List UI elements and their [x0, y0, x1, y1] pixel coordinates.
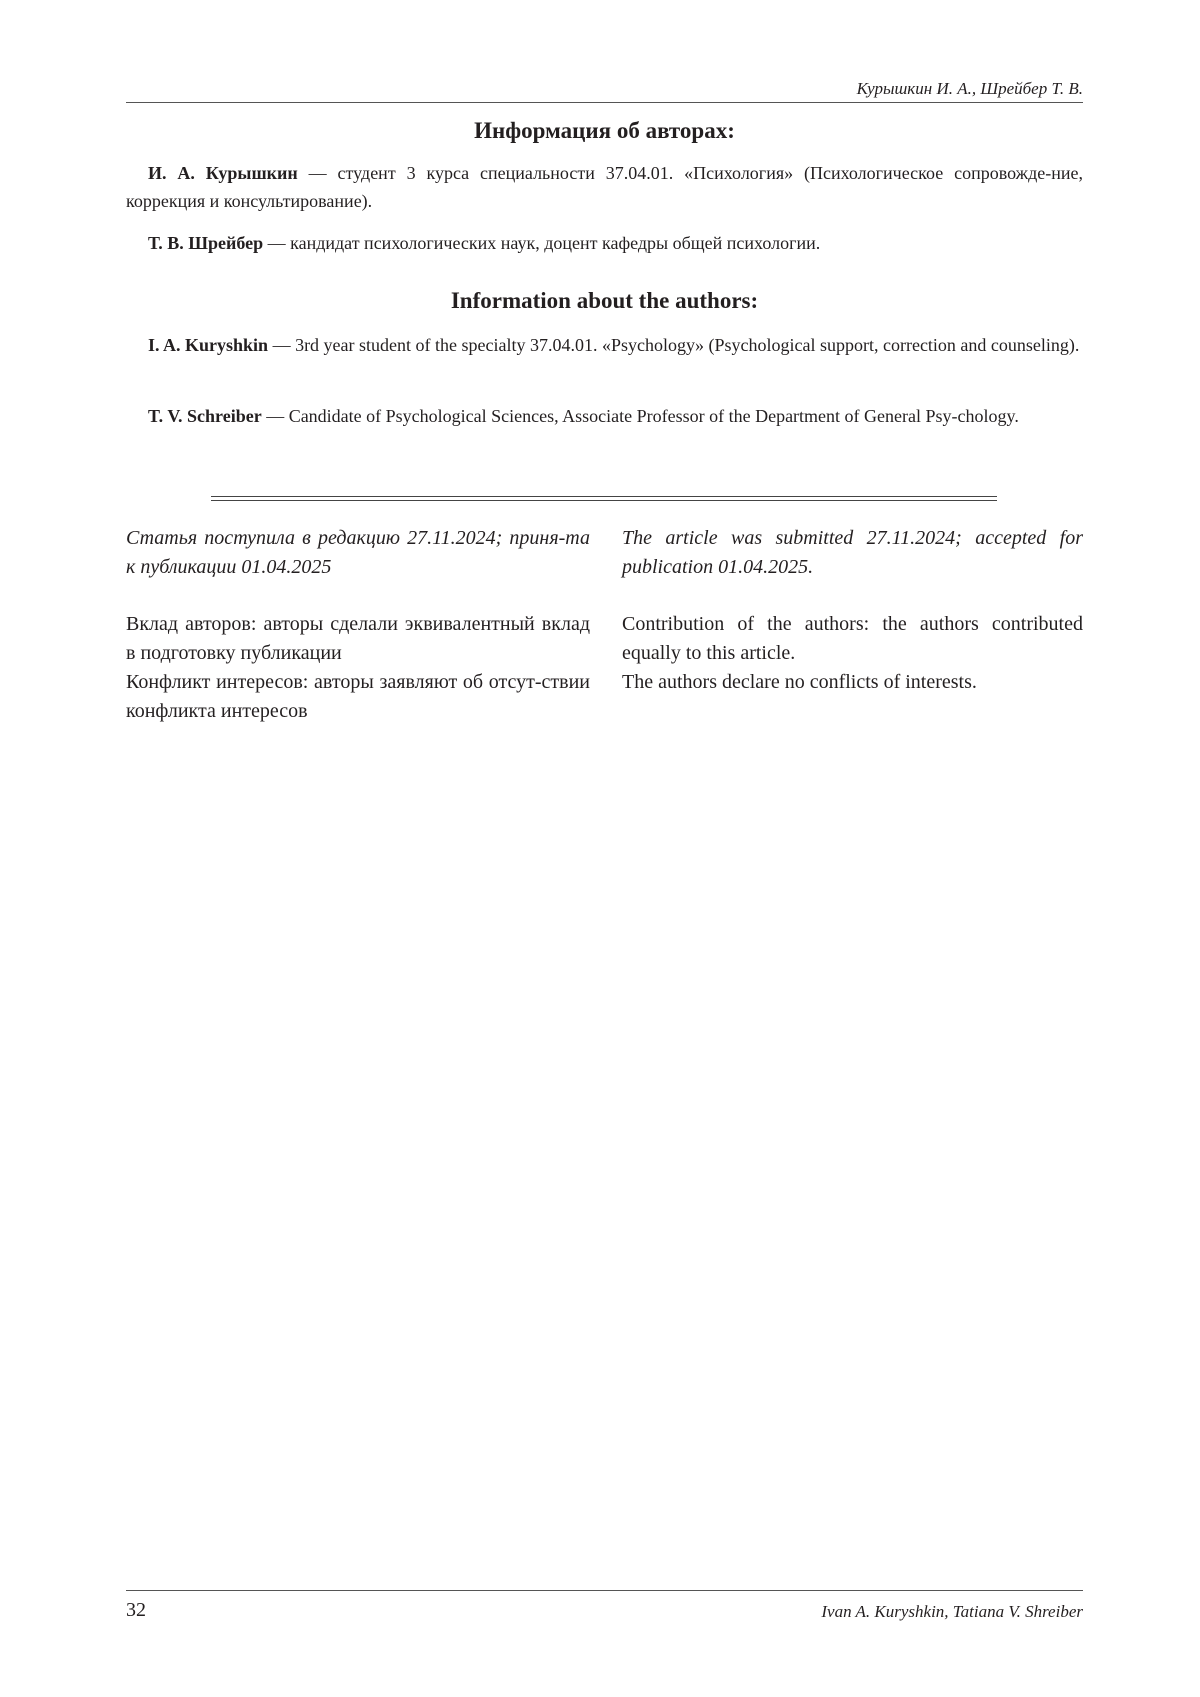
en-author-2: [126, 402, 1083, 430]
en-section-title: Information about the authors:: [450, 288, 759, 313]
ru-author-1: [126, 159, 1083, 215]
ru-author-2: [126, 229, 1083, 257]
en-submission-dates: The article was submitted 27.11.2024; accepted for publication 01.04.2025.: [622, 527, 1083, 578]
en-author-1-text: — 3rd year student of the specialty 37.04.01. «Psychology» (Psychological support, correction and counseling).: [268, 335, 1080, 355]
ru-conflict-note: Конфликт интересов: авторы заявляют об отсут-ствии конфликта интересов: [126, 671, 590, 722]
en-contribution-note: Contribution of the authors: the authors contributed equally to this article.: [622, 613, 1083, 664]
en-author-2-text: — Candidate of Psychological Sciences, Associate Professor of the Department of General Psy-chology.: [261, 406, 1019, 426]
footer-authors: Ivan A. Kuryshkin, Tatiana V. Shreiber: [821, 1602, 1083, 1621]
en-author-2-name: T. V. Schreiber: [148, 406, 262, 426]
right-column-en: [622, 524, 1083, 697]
ru-section-title: Информация об авторах:: [474, 118, 735, 143]
ru-contribution-note: Вклад авторов: авторы сделали эквивалентный вклад в подготовку публикации: [126, 613, 590, 664]
ru-author-1-name: И. А. Курышкин: [148, 163, 298, 183]
ru-submission-dates: Статья поступила в редакцию 27.11.2024; приня-та к публикации 01.04.2025: [126, 527, 590, 578]
page-number: 32: [126, 1599, 146, 1621]
en-conflict-note: The authors declare no conflicts of interests.: [622, 671, 977, 693]
en-author-1-name: I. A. Kuryshkin: [148, 335, 269, 355]
running-header: Курышкин И. А., Шрейбер Т. В.: [856, 79, 1083, 98]
left-column-ru: [126, 524, 590, 726]
header-rule: [126, 102, 1083, 103]
en-author-1: [126, 331, 1083, 359]
ru-author-2-name: Т. В. Шрейбер: [148, 233, 264, 253]
section-divider: [211, 496, 997, 501]
ru-author-2-text: — кандидат психологических наук, доцент кафедры общей психологии.: [263, 233, 821, 253]
footer-rule: [126, 1590, 1083, 1591]
ru-author-1-text: — студент 3 курса специальности 37.04.01. «Психология» (Психологическое сопровожде-ние, коррекция и консультирование).: [126, 163, 1083, 211]
